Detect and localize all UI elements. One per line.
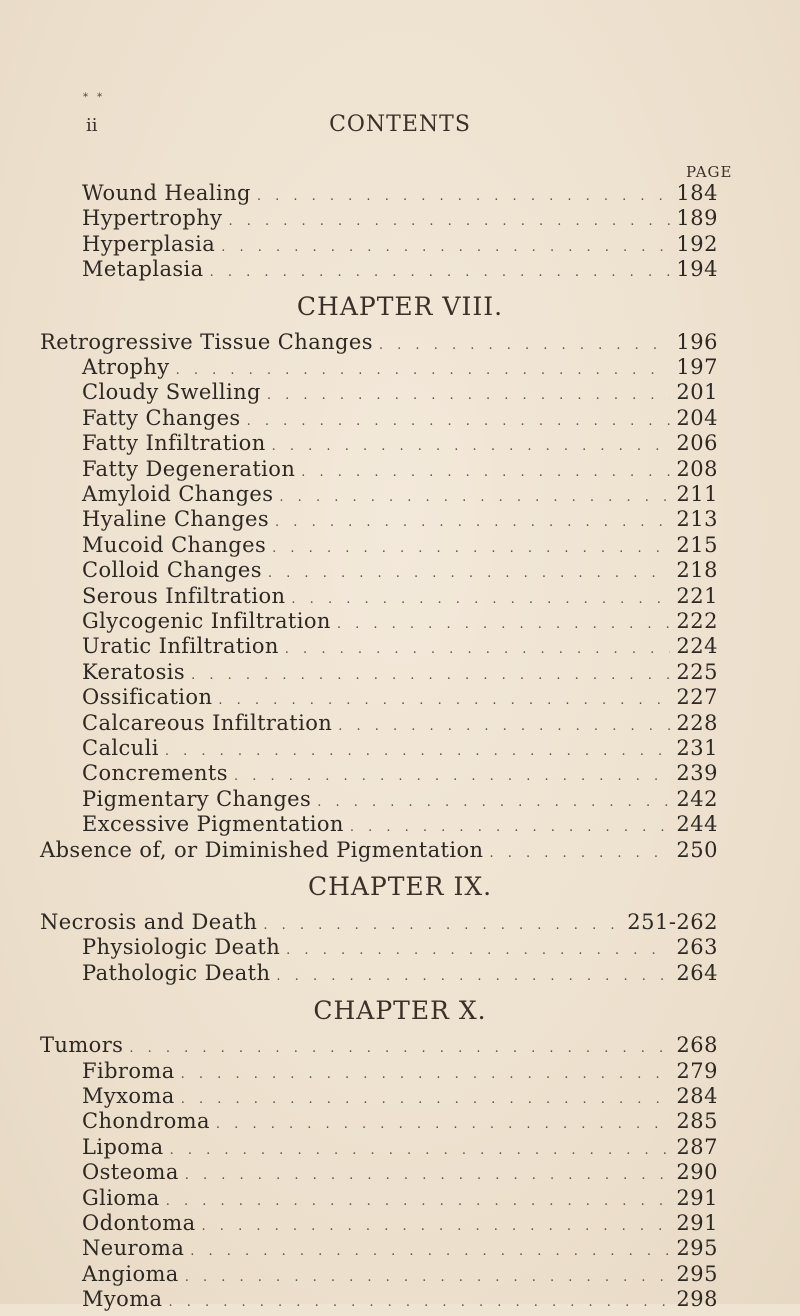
toc-entry-title: Glioma xyxy=(82,1186,160,1210)
toc-entry-chondroma[interactable] xyxy=(82,1108,718,1134)
toc-entry-title: Serous Infiltration xyxy=(82,584,286,608)
toc-entry-mucoid-changes[interactable] xyxy=(82,532,718,558)
toc-entry-concrements[interactable] xyxy=(82,760,718,786)
toc-entry-glioma[interactable] xyxy=(82,1185,718,1211)
toc-entry-page: 208 xyxy=(676,457,718,481)
toc-entry-serous-infiltration[interactable] xyxy=(82,583,718,609)
toc-entry-uratic-infiltration[interactable] xyxy=(82,633,718,659)
toc-entry-colloid-changes[interactable] xyxy=(82,557,718,583)
running-head: CONTENTS xyxy=(329,112,471,137)
toc-entry-title: Metaplasia xyxy=(82,257,204,281)
folio-number: ii xyxy=(86,115,98,136)
toc-entry-page: 231 xyxy=(676,736,718,760)
toc-entry-fatty-infiltration[interactable] xyxy=(82,430,718,456)
toc-entry-page: 218 xyxy=(676,558,718,582)
toc-entry-title: Chondroma xyxy=(82,1109,210,1133)
toc-entry-ossification[interactable] xyxy=(82,684,718,710)
toc-entry-title: Colloid Changes xyxy=(82,558,262,582)
toc-entry-title: Lipoma xyxy=(82,1135,164,1159)
toc-entry-page: 224 xyxy=(676,634,718,658)
toc-entry-retrogressive-tissue-changes[interactable] xyxy=(40,329,718,355)
toc-entry-page: 189 xyxy=(676,206,718,230)
toc-entry-title: Hyperplasia xyxy=(82,232,216,256)
toc-entry-title: Calcareous Infiltration xyxy=(82,711,333,735)
toc-entry-page: 222 xyxy=(676,609,718,633)
toc-entry-angioma[interactable] xyxy=(82,1261,718,1287)
toc-entry-excessive-pigmentation[interactable] xyxy=(82,811,718,837)
toc-entry-cloudy-swelling[interactable] xyxy=(82,379,718,405)
toc-entry-page: 228 xyxy=(676,711,718,735)
toc-entry-page: 295 xyxy=(676,1262,718,1286)
toc-entry-title: Absence of, or Diminished Pigmentation xyxy=(40,838,484,862)
page-column-label: PAGE xyxy=(686,163,733,181)
toc-entry-osteoma[interactable] xyxy=(82,1159,718,1185)
toc-entry-glycogenic-infiltration[interactable] xyxy=(82,608,718,634)
dot-leader xyxy=(490,841,671,867)
toc-entry-page: 290 xyxy=(676,1160,718,1184)
toc-entry-page: 264 xyxy=(676,961,718,985)
toc-entry-page: 291 xyxy=(676,1211,718,1235)
toc-entry-page: 242 xyxy=(676,787,718,811)
dot-leader xyxy=(210,260,671,286)
toc-entry-neuroma[interactable] xyxy=(82,1235,718,1261)
toc-entry-title: Glycogenic Infiltration xyxy=(82,609,331,633)
toc-entry-calcareous-infiltration[interactable] xyxy=(82,710,718,736)
toc-entry-page: 196 xyxy=(676,330,718,354)
toc-entry-page: 201 xyxy=(676,380,718,404)
toc-entry-lipoma[interactable] xyxy=(82,1134,718,1160)
toc-entry-title: Hypertrophy xyxy=(82,206,223,230)
toc-entry-title: Neuroma xyxy=(82,1236,185,1260)
toc-entry-atrophy[interactable] xyxy=(82,354,718,380)
toc-entry-hyperplasia[interactable] xyxy=(82,231,718,257)
toc-entry-calculi[interactable] xyxy=(82,735,718,761)
toc-entry-title: Hyaline Changes xyxy=(82,507,270,531)
toc-entry-page: 192 xyxy=(676,232,718,256)
toc-entry-title: Fatty Infiltration xyxy=(82,431,266,455)
toc-entry-odontoma[interactable] xyxy=(82,1210,718,1236)
toc-entry-metaplasia[interactable] xyxy=(82,256,718,282)
toc-entry-title: Cloudy Swelling xyxy=(82,380,261,404)
toc-entry-title: Fibroma xyxy=(82,1059,175,1083)
toc-entry-tumors[interactable] xyxy=(40,1032,718,1058)
toc-entry-page: 204 xyxy=(676,406,718,430)
toc-entry-title: Atrophy xyxy=(82,355,170,379)
chapter-heading-ix: CHAPTER IX. xyxy=(307,872,493,901)
toc-entry-title: Retrogressive Tissue Changes xyxy=(40,330,373,354)
toc-entry-page: 221 xyxy=(676,584,718,608)
toc-entry-page: 263 xyxy=(676,935,718,959)
toc-entry-title: Tumors xyxy=(40,1033,124,1057)
toc-entry-title: Ossification xyxy=(82,685,213,709)
toc-entry-page: 211 xyxy=(676,482,718,506)
toc-entry-myxoma[interactable] xyxy=(82,1083,718,1109)
toc-entry-fatty-changes[interactable] xyxy=(82,405,718,431)
toc-entry-title: Fatty Degeneration xyxy=(82,457,296,481)
toc-entry-amyloid-changes[interactable] xyxy=(82,481,718,507)
toc-entry-page: 285 xyxy=(676,1109,718,1133)
toc-entry-page: 227 xyxy=(676,685,718,709)
toc-entry-title: Calculi xyxy=(82,736,159,760)
toc-entry-title: Amyloid Changes xyxy=(82,482,274,506)
dot-leader xyxy=(168,1290,670,1316)
toc-entry-page: 194 xyxy=(676,257,718,281)
toc-entry-title: Excessive Pigmentation xyxy=(82,812,344,836)
toc-entry-page: 206 xyxy=(676,431,718,455)
toc-entry-page: 298 xyxy=(676,1287,718,1311)
toc-entry-fatty-degeneration[interactable] xyxy=(82,456,718,482)
toc-entry-page: 287 xyxy=(676,1135,718,1159)
toc-entry-title: Mucoid Changes xyxy=(82,533,267,557)
toc-entry-title: Angioma xyxy=(82,1262,179,1286)
toc-entry-page: 295 xyxy=(676,1236,718,1260)
toc-entry-page: 239 xyxy=(676,761,718,785)
toc-entry-necrosis-and-death[interactable] xyxy=(40,909,718,935)
toc-entry-wound-healing[interactable] xyxy=(82,180,718,206)
toc-entry-title: Myxoma xyxy=(82,1084,175,1108)
toc-entry-page: 213 xyxy=(676,507,718,531)
toc-entry-page: 215 xyxy=(676,533,718,557)
toc-entry-page: 225 xyxy=(676,660,718,684)
chapter-heading-viii: CHAPTER VIII. xyxy=(296,292,504,321)
toc-entry-title: Pathologic Death xyxy=(82,961,271,985)
toc-entry-pigmentary-changes[interactable] xyxy=(82,786,718,812)
toc-entry-hypertrophy[interactable] xyxy=(82,205,718,231)
toc-entry-page: 279 xyxy=(676,1059,718,1083)
toc-entry-title: Concrements xyxy=(82,761,228,785)
toc-entry-title: Fatty Changes xyxy=(82,406,241,430)
toc-entry-page: 291 xyxy=(676,1186,718,1210)
toc-entry-page: 250 xyxy=(676,838,718,862)
chapter-heading-x: CHAPTER X. xyxy=(313,996,487,1025)
toc-entry-physiologic-death[interactable] xyxy=(82,934,718,960)
dot-leader xyxy=(276,964,670,990)
toc-entry-title: Physiologic Death xyxy=(82,935,281,959)
printer-marks: * * xyxy=(83,92,106,103)
toc-entry-page: 284 xyxy=(676,1084,718,1108)
toc-entry-title: Keratosis xyxy=(82,660,186,684)
toc-entry-title: Pigmentary Changes xyxy=(82,787,312,811)
toc-entry-title: Myoma xyxy=(82,1287,163,1311)
toc-entry-pathologic-death[interactable] xyxy=(82,960,718,986)
toc-entry-hyaline-changes[interactable] xyxy=(82,506,718,532)
toc-entry-fibroma[interactable] xyxy=(82,1058,718,1084)
toc-entry-title: Necrosis and Death xyxy=(40,910,258,934)
toc-entry-title: Wound Healing xyxy=(82,181,251,205)
toc-entry-page: 251-262 xyxy=(627,910,718,934)
toc-entry-page: 184 xyxy=(676,181,718,205)
toc-entry-title: Osteoma xyxy=(82,1160,179,1184)
toc-entry-title: Uratic Infiltration xyxy=(82,634,279,658)
toc-entry-page: 197 xyxy=(676,355,718,379)
toc-entry-keratosis[interactable] xyxy=(82,659,718,685)
toc-entry-page: 268 xyxy=(676,1033,718,1057)
toc-entry-myoma[interactable] xyxy=(82,1286,718,1312)
toc-entry-title: Odontoma xyxy=(82,1211,196,1235)
toc-entry-page: 244 xyxy=(676,812,718,836)
toc-entry-absence-of-pigmentation[interactable] xyxy=(40,837,718,863)
